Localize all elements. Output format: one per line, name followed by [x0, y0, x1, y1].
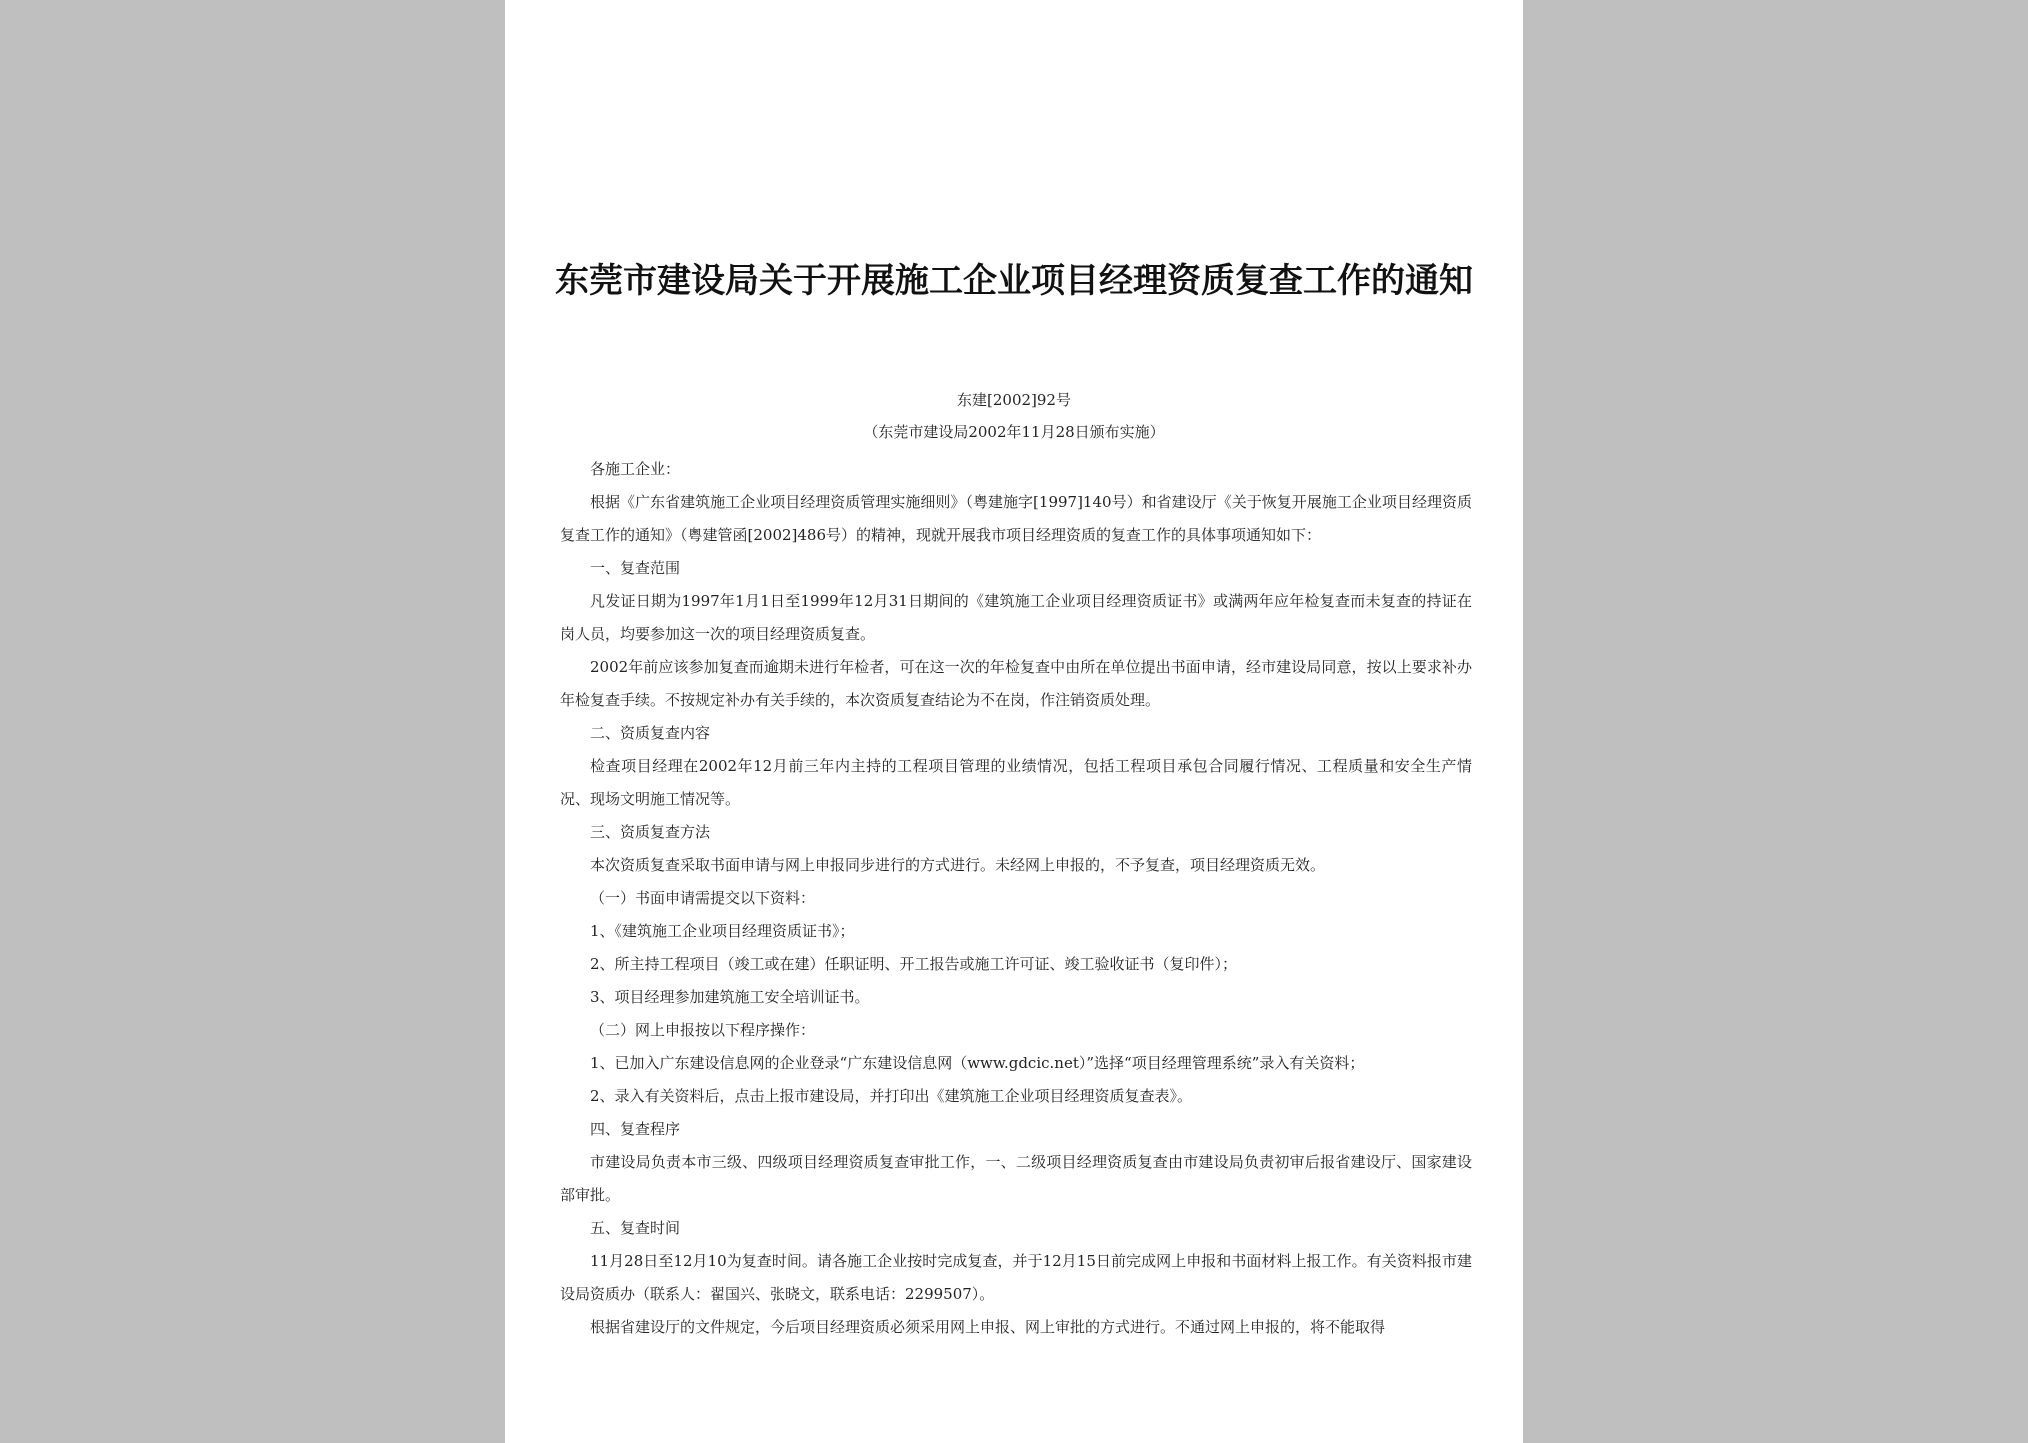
section-heading-4: 四、复查程序	[590, 1120, 681, 1138]
document-number: 东建[2002]92号	[957, 391, 1071, 409]
salutation: 各施工企业：	[590, 460, 681, 478]
list-item: 3、项目经理参加建筑施工安全培训证书。	[590, 988, 870, 1006]
section-heading-5: 五、复查时间	[590, 1219, 681, 1237]
document-body	[560, 453, 1472, 1344]
paragraph: 凡发证日期为1997年1月1日至1999年12月31日期间的《建筑施工企业项目经理资质证书》或满两年应年检复查而未复查的持证在岗人员，均要参加这一次的项目经理资质复查。	[560, 592, 1472, 643]
paragraph: 本次资质复查采取书面申请与网上申报同步进行的方式进行。未经网上申报的，不予复查，项目经理资质无效。	[590, 856, 1326, 874]
list-item: 2、所主持工程项目（竣工或在建）任职证明、开工报告或施工许可证、竣工验收证书（复印件）；	[590, 955, 1238, 973]
section-heading-3: 三、资质复查方法	[590, 823, 711, 841]
list-item: 1、已加入广东建设信息网的企业登录“广东建设信息网（www.gdcic.net）”选择“项目经理管理系统”录入有关资料；	[590, 1054, 1365, 1072]
sub-heading: （一）书面申请需提交以下资料：	[590, 889, 816, 907]
list-item: 2、录入有关资料后，点击上报市建设局，并打印出《建筑施工企业项目经理资质复查表》。	[590, 1087, 1193, 1105]
list-item: 1、《建筑施工企业项目经理资质证书》；	[590, 922, 855, 940]
document-page	[505, 0, 1523, 1443]
paragraph: 根据省建设厅的文件规定，今后项目经理资质必须采用网上申报、网上审批的方式进行。不通过网上申报的，将不能取得	[590, 1318, 1386, 1336]
paragraph: 市建设局负责本市三级、四级项目经理资质复查审批工作，一、二级项目经理资质复查由市建设局负责初审后报省建设厅、国家建设部审批。	[560, 1153, 1472, 1204]
paragraph: 2002年前应该参加复查而逾期未进行年检者，可在这一次的年检复查中由所在单位提出书面申请，经市建设局同意，按以上要求补办年检复查手续。不按规定补办有关手续的，本次资质复查结论为不在岗，作注销资质处理。	[560, 658, 1472, 709]
paragraph: 检查项目经理在2002年12月前三年内主持的工程项目管理的业绩情况，包括工程项目承包合同履行情况、工程质量和安全生产情况、现场文明施工情况等。	[560, 757, 1472, 808]
sub-heading: （二）网上申报按以下程序操作：	[590, 1021, 816, 1039]
paragraph: 11月28日至12月10为复查时间。请各施工企业按时完成复查，并于12月15日前完成网上申报和书面材料上报工作。有关资料报市建设局资质办（联系人：翟国兴、张晓文，联系电话：2299507）。	[560, 1252, 1472, 1303]
document-title: 东莞市建设局关于开展施工企业项目经理资质复查工作的通知	[555, 261, 1473, 301]
issued-note: （东莞市建设局2002年11月28日颁布实施）	[863, 423, 1165, 441]
intro-paragraph: 根据《广东省建筑施工企业项目经理资质管理实施细则》（粤建施字[1997]140号）和省建设厅《关于恢复开展施工企业项目经理资质复查工作的通知》（粤建管函[2002]486号）的精神，现就开展我市项目经理资质的复查工作的具体事项通知如下：	[560, 493, 1472, 544]
section-heading-2: 二、资质复查内容	[590, 724, 711, 742]
section-heading-1: 一、复查范围	[590, 559, 681, 577]
